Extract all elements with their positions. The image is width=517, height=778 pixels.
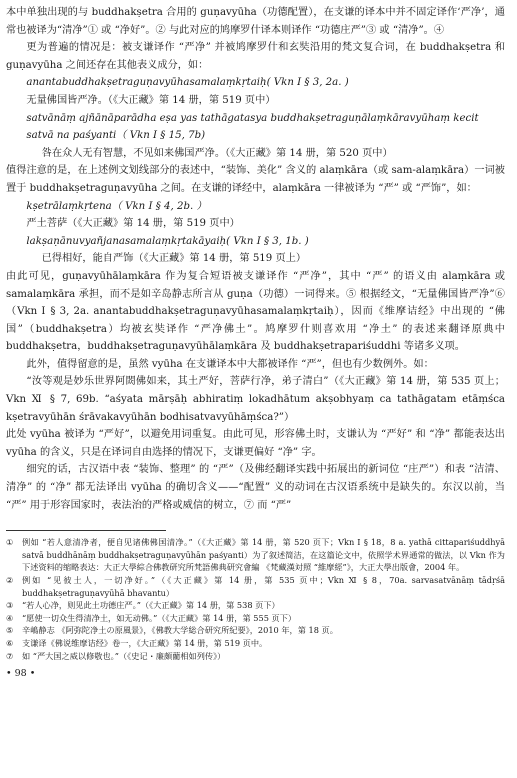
paragraph: 值得注意的是，在上述例文划线部分的表述中，“装饰、美化” 含义的 alaṃkāra（或 sam-alaṃkāra）一词被置于 buddhakṣetraguṇavyūha 之间。在支谦的译经中，alaṃkāra 一律被译为 “严” 或 “严饰”，如：	[6, 165, 505, 194]
footnote-text: 例如 “若人意清净者，便自见诸佛佛国清净。”（《大正藏》第 14 册，第 520 页下；Vkn Ⅰ § 18，8 a. yathā cittapariśuddhyā satvā buddhānāṃ buddhakṣetraguṇavyūhān paśyanti）为了叙述简洁，在这篇论文中，依照学术界通常的做法，以 Vkn 作为下述资料的缩略表达：大正大學綜合佛教研究所梵語佛典研究會編 《梵藏漢対照 “維摩經”》，大正大學出版會，2004 年。	[22, 537, 505, 573]
example-sanskrit: satvānāṃ ajñānāparādha eṣa yas tathāgatasya buddhakṣetraguṇālaṃkāravyūhaṃ kecit satvā na paśyanti（ Vkn Ⅰ § 15, 7b)	[26, 112, 479, 142]
page-number: • 98 •	[6, 668, 36, 680]
footnote-number: ④	[6, 612, 14, 623]
footnote	[6, 574, 505, 599]
example-chinese: 已得相好，能自严饰（《大正藏》第 14 册，第 519 页上）	[41, 253, 307, 265]
footnote-text: 如 “严大国之威以修敬也。”（《史记・廉頗藺相如列传》）	[22, 650, 226, 661]
example-chinese: 严土菩萨（《大正藏》第 14 册，第 519 页中）	[26, 218, 240, 230]
footnotes	[6, 536, 505, 662]
paragraph: 此处 vyūha 被译为 “严好”，以避免用词重复。由此可见，形容佛土时，支谦认为 “严好” 和 “净” 都能表达出 vyūha 的含义，只是在译词自由选择的情况下，支谦更偏好 “净” 字。	[6, 429, 505, 458]
paragraph: 本中单独出现的与 buddhakṣetra 合用的 guṇavyūha（功德配置），在支谦的译本中并不固定译作‘严净’，通常也被译为“清净”① 或 “净好”。② 与此对应的鸠摩罗什译本则译作 “功德庄严”③ 或 “清净”。④	[6, 7, 505, 36]
footnote	[6, 599, 505, 612]
footnote	[6, 650, 505, 663]
footnote	[6, 536, 505, 574]
footnote-number: ⑦	[6, 650, 14, 661]
footnote-number: ③	[6, 600, 14, 611]
example-chinese: 无量佛国皆严净。（《大正藏》第 14 册，第 519 页中）	[26, 94, 276, 106]
paragraph: 细究的话，古汉语中表 “装饰、整理” 的 “严”（及佛经翻译实践中拓展出的新词位 “庄严”）和表 “洁清、清净” 的 “净” 都无法译出 vyūha 的确切含义——“配置” 义的动词在古汉语系统中是缺失的。东汉以前，当 “严” 用于形容国家时，表法治的严格或威信的树立，⑦ 而 “严”	[6, 464, 505, 511]
footnote-number: ⑥	[6, 637, 14, 648]
footnote	[6, 637, 505, 650]
footnote-text: “若人心净，则见此土功德庄严。”（《大正藏》第 14 册，第 538 页下）	[22, 600, 280, 611]
paragraph: 此外，值得留意的是，虽然 vyūha 在支谦译本中大都被译作 “严”，但也有少数例外。如：	[26, 358, 434, 370]
footnote-divider	[6, 530, 166, 531]
footnote-number: ②	[6, 575, 14, 585]
footnote-text: 支谦译《佛说维摩诘经》卷一，《大正藏》第 14 册，第 519 页中。	[22, 637, 268, 648]
example-sanskrit: lakṣaṇānuvyañjanasamalaṃkṛtakāyaiḥ( Vkn Ⅰ § 3, 1b. )	[26, 235, 309, 247]
example-sanskrit: anantabuddhakṣetraguṇavyūhasamalaṃkṛtaiḥ( Vkn Ⅰ § 3, 2a. )	[26, 77, 349, 89]
footnote	[6, 624, 505, 637]
paragraph: 更为普遍的情况是：被支谦译作 “严净” 并被鸠摩罗什和玄奘沿用的梵文复合词，在 buddhakṣetra 和 guṇavyūha 之间还存在其他表义成分，如：	[6, 42, 505, 71]
footnote-text: 辛嶋静志 《阿弥陀净土の原風景》，《佛教大学総合研究所紀要》，2010 年，第 18 页。	[22, 625, 338, 636]
block-quote: “汝等观是妙乐世界阿閦佛如来，其土严好，菩萨行净，弟子清白”（《大正藏》第 14 册，第 535 页上；Vkn Ⅺ § 7, 69b. “aśyata mārṣāḥ abhiratiṃ lokadhātum akṣobhyaṃ ca tathāgatam etāṃśca kṣetravyūhān śrāvakavyūhān bodhisatvavyūhāṃśca?”）	[6, 376, 505, 423]
footnote	[6, 612, 505, 625]
footnote-text: “愿使一切众生得清净土，如无动佛。”（《大正藏》第 14 册，第 555 页下）	[22, 612, 297, 623]
example-chinese: 咎在众人无有智慧，不见如来佛国严净。（《大正藏》第 14 册，第 520 页中）	[41, 147, 393, 159]
footnote-number: ①	[6, 537, 14, 548]
body-text	[6, 4, 505, 514]
footnote-text: 例如 “见彼土人，一切净好。”（《大正藏》第 14 册，第 535 页中；Vkn Ⅺ § 8，70a. sarvasatvānāṃ tādṛśā buddhakṣetraguṇavyūhā bhavantu）	[22, 575, 505, 598]
paragraph: 由此可见，guṇavyūhālaṃkāra 作为复合短语被支谦译作 “严净”，其中 “严” 的语义由 alaṃkāra 或 samalaṃkāra 承担，而不是如辛岛静志所言从 guṇa（功德）一词得来。⑤ 根据经文，“无量佛国皆严净”⑥（Vkn Ⅰ § 3, 2a. anantabuddhakṣetraguṇavyūhasamalaṃkṛtaiḥ），因而《维摩诘经》中出现的 “佛国”（buddhakṣetra）均被玄奘译作 “严净佛土”。鸠摩罗什则喜欢用 “净土” 的表述来翻译原典中 buddhakṣetra，buddhakṣetraguṇavyūhālaṃkāra 及 buddhakṣetrapariśuddhi 等诸多义项。	[6, 270, 505, 353]
footnote-number: ⑤	[6, 625, 14, 636]
example-sanskrit: kṣetrālaṃkṛtena（ Vkn Ⅰ § 4, 2b. ）	[26, 200, 207, 212]
